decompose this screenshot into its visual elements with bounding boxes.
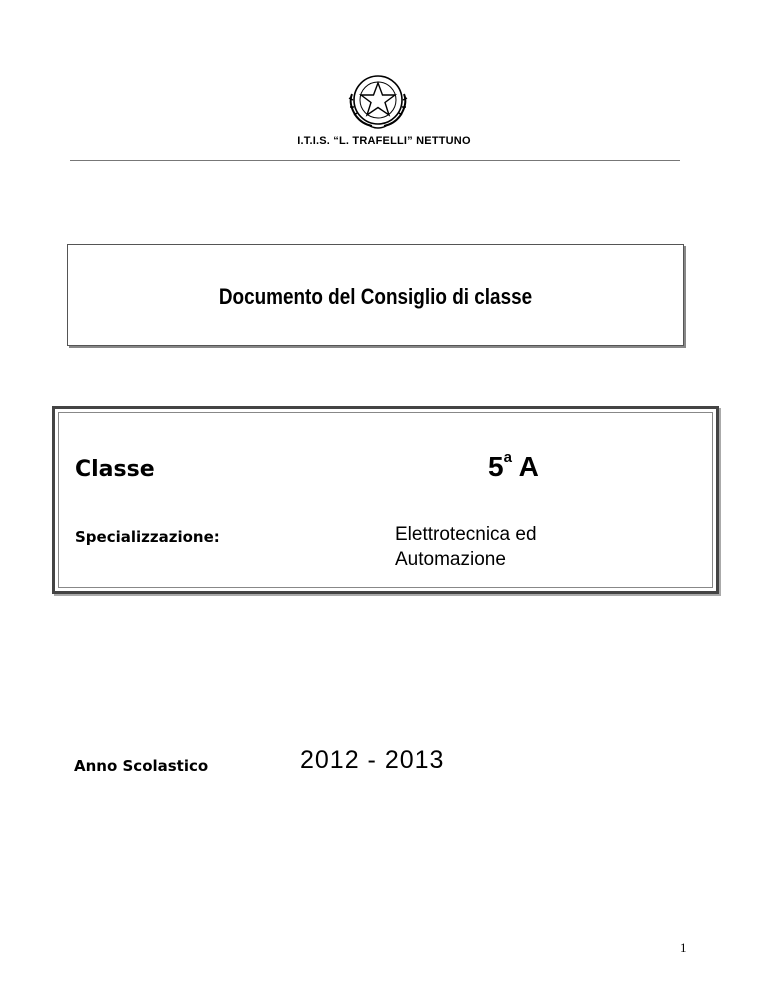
specializzazione-line-1: Elettrotecnica ed bbox=[395, 524, 537, 545]
specializzazione-line-2: Automazione bbox=[395, 549, 506, 570]
classe-section: A bbox=[518, 451, 539, 482]
class-info-box bbox=[52, 406, 719, 594]
classe-value bbox=[488, 448, 539, 483]
classe-label: Classe bbox=[75, 457, 155, 482]
school-name: I.T.I.S. “L. TRAFELLI” NETTUNO bbox=[297, 135, 471, 147]
classe-superscript: a bbox=[503, 448, 512, 466]
italian-republic-emblem-icon bbox=[344, 70, 412, 130]
school-year-label: Anno Scolastico bbox=[74, 757, 209, 775]
school-year-value: 2012 - 2013 bbox=[300, 746, 445, 774]
header-divider bbox=[70, 160, 680, 161]
specializzazione-value bbox=[395, 522, 675, 572]
document-title: Documento del Consiglio di classe bbox=[218, 284, 533, 309]
page-number: 1 bbox=[680, 940, 687, 955]
classe-number: 5 bbox=[488, 451, 504, 482]
specializzazione-label: Specializzazione: bbox=[75, 528, 220, 546]
title-box bbox=[67, 244, 684, 346]
